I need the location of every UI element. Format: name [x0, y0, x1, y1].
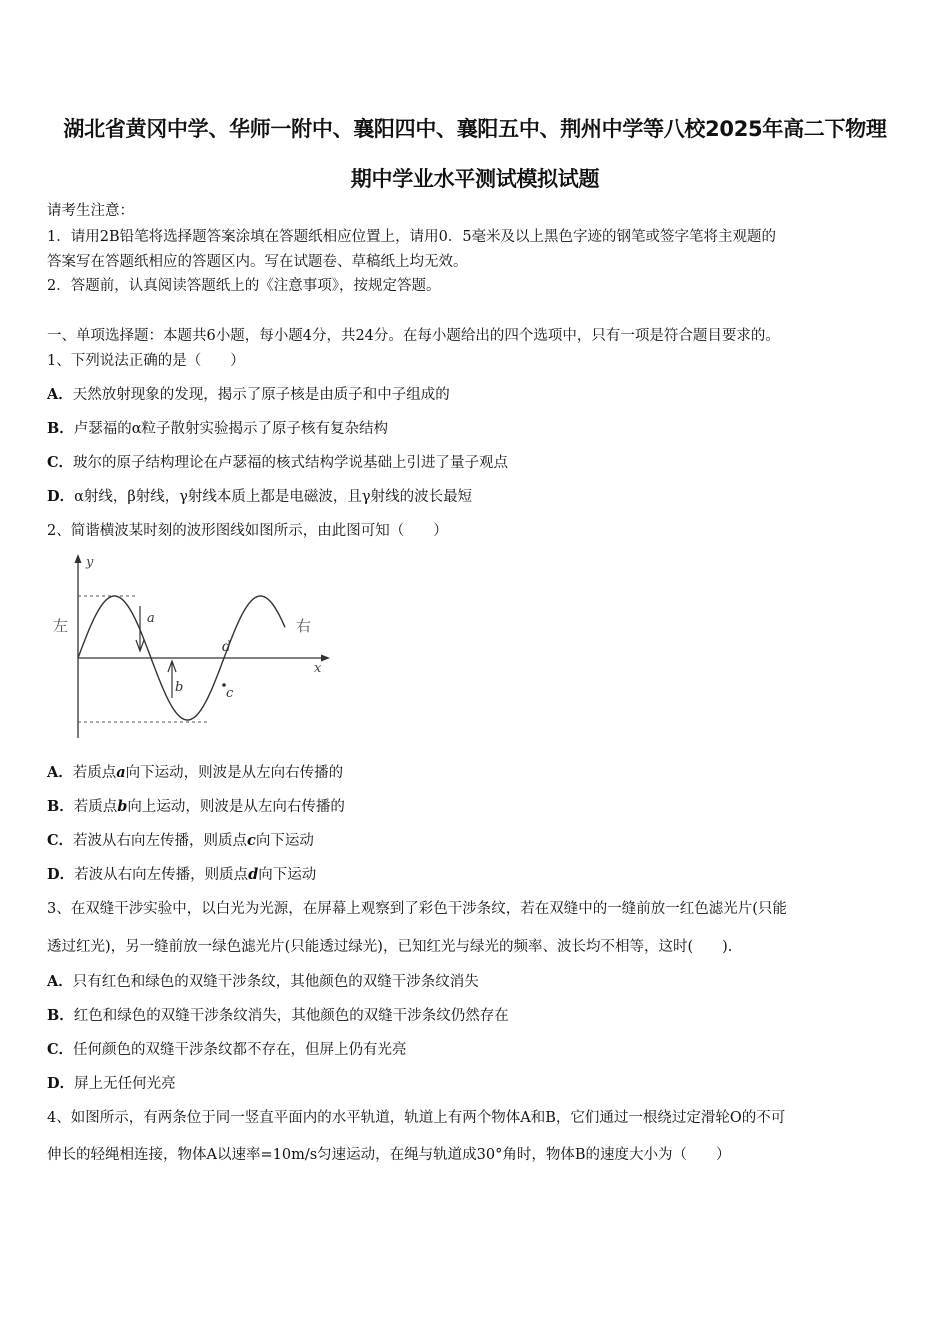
left-label: 左 — [53, 617, 69, 635]
option-text-post: 向下运动，则波是从左向右传播的 — [125, 765, 344, 781]
option-label: D． — [47, 488, 75, 505]
q1-option-b — [47, 419, 388, 439]
wave-figure — [48, 550, 338, 745]
q1-stem: 1、下列说法正确的是（ ） — [47, 353, 245, 369]
option-var: c — [247, 832, 256, 849]
x-axis-label: x — [314, 661, 322, 676]
option-text: 卢瑟福的α粒子散射实验揭示了原子核有复杂结构 — [73, 421, 389, 437]
y-axis-label: y — [86, 555, 94, 570]
option-label: A． — [47, 764, 73, 781]
option-text-pre: 若质点 — [73, 799, 118, 815]
option-text-post: 向上运动，则波是从左向右传播的 — [127, 799, 345, 815]
q3-option-a — [47, 972, 479, 992]
option-text: 天然放射现象的发现，揭示了原子核是由质子和中子组成的 — [72, 387, 450, 403]
option-text-pre: 若波从右向左传播，则质点 — [73, 833, 248, 849]
option-var: a — [116, 764, 126, 781]
option-label: D． — [47, 866, 75, 883]
option-text: α射线，β射线，γ射线本质上都是电磁波，且γ射线的波长最短 — [74, 489, 473, 505]
option-text-pre: 若质点 — [72, 765, 117, 781]
option-text: 任何颜色的双缝干涉条纹都不存在，但屏上仍有光亮 — [73, 1042, 407, 1058]
exam-title-line1: 湖北省黄冈中学、华师一附中、襄阳四中、襄阳五中、荆州中学等八校2025年高二下物理 — [63, 117, 887, 141]
point-a-label: a — [147, 611, 155, 626]
x-axis-arrow — [321, 655, 330, 662]
option-label: C． — [47, 832, 74, 849]
notice-item-1a: 1．请用2B铅笔将选择题答案涂填在答题纸相应位置上，请用0．5毫米及以上黑色字迹的钢笔或签字笔将主观题的 — [47, 229, 777, 245]
q2-option-c — [47, 831, 314, 851]
q3-stem-a: 3、在双缝干涉实验中，以白光为光源，在屏幕上观察到了彩色干涉条纹，若在双缝中的一缝前放一红色滤光片(只能 — [47, 901, 787, 917]
q1-option-a — [47, 385, 450, 405]
option-label: C． — [47, 1041, 74, 1058]
q1-option-d — [47, 487, 472, 507]
y-axis-arrow — [75, 554, 82, 563]
notice-heading: 请考生注意： — [47, 203, 134, 219]
option-text: 红色和绿色的双缝干涉条纹消失，其他颜色的双缝干涉条纹仍然存在 — [73, 1008, 509, 1024]
option-label: D． — [47, 1075, 75, 1092]
point-c-label: c — [226, 686, 234, 701]
option-text-post: 向下运动 — [255, 833, 314, 849]
option-text-post: 向下运动 — [258, 867, 317, 883]
section1-heading: 一、单项选择题：本题共6小题，每小题4分，共24分。在每小题给出的四个选项中，只有一项是符合题目要求的。 — [47, 328, 780, 344]
q2-option-a — [47, 763, 343, 783]
option-label: A． — [47, 973, 73, 990]
point-b-label: b — [175, 680, 184, 695]
q2-option-d — [47, 865, 316, 885]
q1-option-c — [47, 453, 508, 473]
q2-stem: 2、简谐横波某时刻的波形图线如图所示，由此图可知（ ） — [47, 523, 448, 539]
option-label: B． — [47, 420, 74, 437]
q3-option-d — [47, 1074, 176, 1094]
notice-item-1b: 答案写在答题纸相应的答题区内。写在试题卷、草稿纸上均无效。 — [47, 254, 468, 270]
q3-stem-b: 透过红光)，另一缝前放一绿色滤光片(只能透过绿光)，已知红光与绿光的频率、波长均不相等，这时( ). — [47, 939, 733, 955]
exam-title-line2: 期中学业水平测试模拟试题 — [350, 167, 600, 191]
option-label: A． — [47, 386, 73, 403]
q2-option-b — [47, 797, 345, 817]
right-label: 右 — [296, 617, 312, 635]
q4-stem-b: 伸长的轻绳相连接，物体A以速率=10m/s匀速运动，在绳与轨道成30°角时，物体B的速度大小为（ ） — [47, 1147, 731, 1163]
q4-stem-a: 4、如图所示，有两条位于同一竖直平面内的水平轨道，轨道上有两个物体A和B，它们通过一根绕过定滑轮O的不可 — [47, 1110, 786, 1126]
option-label: B． — [47, 798, 74, 815]
option-text-pre: 若波从右向左传播，则质点 — [74, 867, 249, 883]
option-text: 只有红色和绿色的双缝干涉条纹，其他颜色的双缝干涉条纹消失 — [72, 974, 479, 990]
option-label: B． — [47, 1007, 74, 1024]
option-text: 玻尔的原子结构理论在卢瑟福的核式结构学说基础上引进了量子观点 — [73, 455, 509, 471]
point-d-label: d — [222, 639, 231, 655]
option-var: b — [117, 798, 128, 815]
notice-item-2: 2．答题前，认真阅读答题纸上的《注意事项》，按规定答题。 — [47, 278, 441, 294]
option-text: 屏上无任何光亮 — [74, 1076, 176, 1092]
q3-option-c — [47, 1040, 407, 1060]
q3-option-b — [47, 1006, 509, 1026]
option-label: C． — [47, 454, 74, 471]
option-var: d — [248, 866, 259, 883]
